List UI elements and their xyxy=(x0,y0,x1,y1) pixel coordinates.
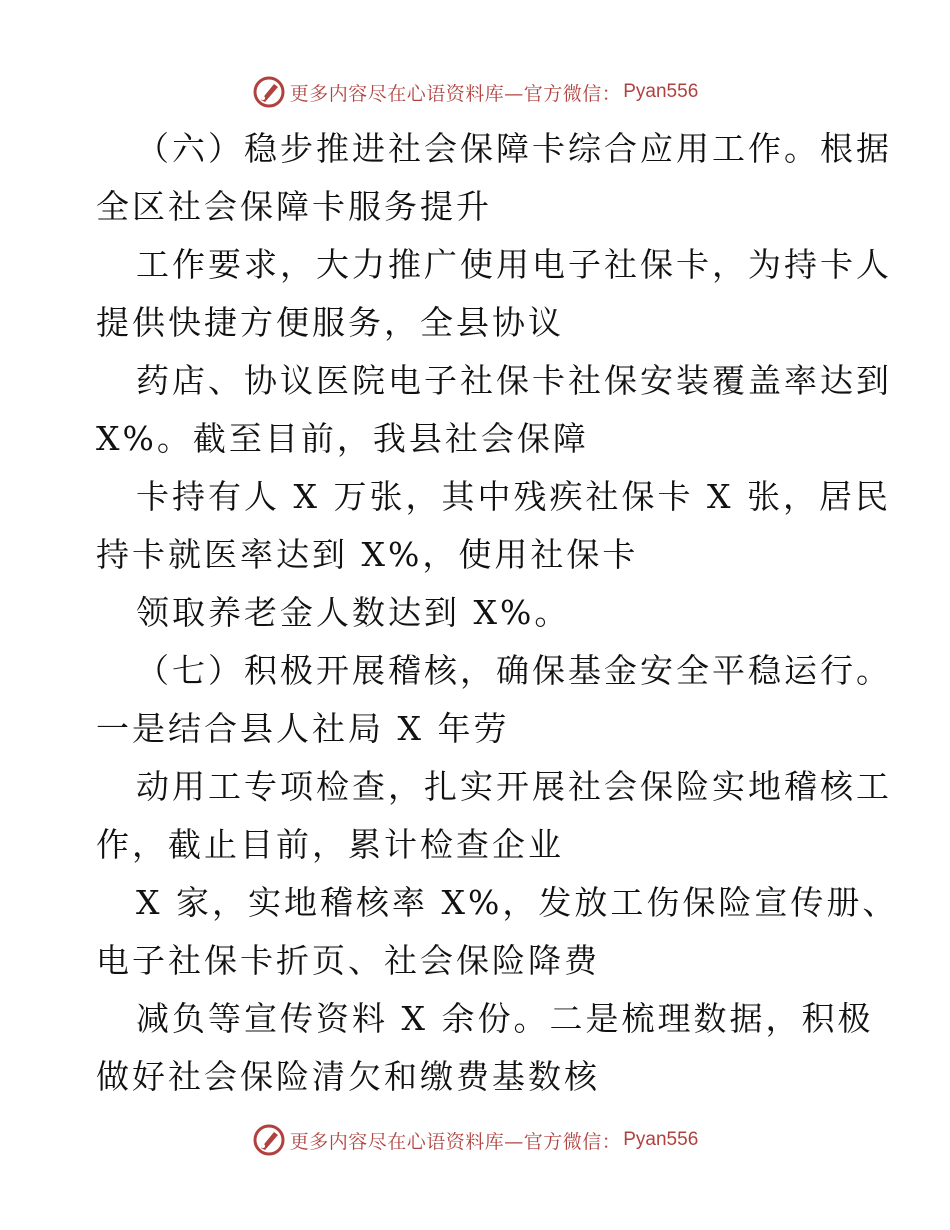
line: 全区社会保障卡服务提升 xyxy=(96,187,492,226)
pen-logo-icon xyxy=(252,75,286,109)
line: 减负等宣传资料 X 余份。二是梳理数据，积极 xyxy=(136,999,874,1038)
line: 提供快捷方便服务，全县协议 xyxy=(96,303,564,342)
line: （六）稳步推进社会保障卡综合应用工作。根据 xyxy=(136,129,892,168)
line: 一是结合县人社局 X 年劳 xyxy=(96,709,510,748)
document-body xyxy=(96,120,899,1106)
line: 药店、协议医院电子社保卡社保安装覆盖率达到 xyxy=(136,361,892,400)
line: 持卡就医率达到 X%，使用社保卡 xyxy=(96,535,639,574)
footer-watermark xyxy=(0,1120,950,1160)
line: 电子社保卡折页、社会保险降费 xyxy=(96,941,600,980)
line: X%。截至目前，我县社会保障 xyxy=(96,419,589,458)
header-watermark xyxy=(0,72,950,112)
watermark-wechat-id: Pyan556 xyxy=(623,1129,699,1150)
line: 做好社会保险清欠和缴费基数核 xyxy=(96,1057,600,1096)
watermark-text: 更多内容尽在心语资料库—官方微信： xyxy=(289,1130,622,1153)
line: 领取养老金人数达到 X%。 xyxy=(136,593,571,632)
line: 作，截止目前，累计检查企业 xyxy=(96,825,564,864)
line: （七）积极开展稽核，确保基金安全平稳运行。 xyxy=(136,651,892,690)
watermark-text: 更多内容尽在心语资料库—官方微信： xyxy=(289,82,622,105)
line: X 家，实地稽核率 X%，发放工伤保险宣传册、 xyxy=(136,883,899,922)
line: 卡持有人 X 万张，其中残疾社保卡 X 张，居民 xyxy=(136,477,891,516)
line: 动用工专项检查，扎实开展社会保险实地稽核工 xyxy=(136,767,892,806)
line: 工作要求，大力推广使用电子社保卡，为持卡人 xyxy=(136,245,892,284)
watermark-wechat-id: Pyan556 xyxy=(623,81,699,102)
pen-logo-icon xyxy=(252,1123,286,1157)
